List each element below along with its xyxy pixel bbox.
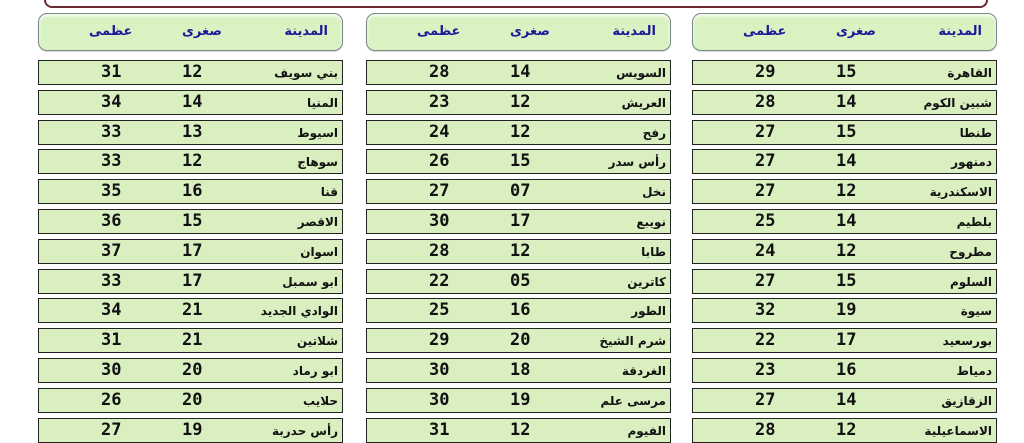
max-temp: 23 [755,359,776,380]
max-temp: 34 [101,91,122,112]
min-temp: 17 [510,210,531,231]
table-row [366,209,671,234]
min-temp: 13 [182,121,203,142]
city-name: السلوم [949,274,992,289]
table-row [366,149,671,174]
min-temp: 14 [836,91,857,112]
min-temp: 12 [510,91,531,112]
max-temp: 35 [101,181,122,202]
table-row [366,418,671,443]
header-max: عظمى [89,24,133,39]
max-temp: 29 [755,62,776,82]
table-header [366,13,671,51]
weather-table-3 [38,13,343,443]
max-temp: 31 [429,419,450,440]
city-name: شبين الكوم [923,95,992,110]
max-temp: 24 [755,240,776,261]
table-row [38,328,343,353]
table-row [692,298,997,323]
table-row [38,90,343,115]
table-row [366,90,671,115]
city-name: دمنهور [951,155,992,170]
city-name: القاهرة [947,66,992,80]
city-name: بورسعيد [942,334,992,349]
city-name: بني سويف [274,66,338,80]
min-temp: 15 [836,62,857,82]
table-row [366,298,671,323]
max-temp: 27 [755,389,776,410]
min-temp: 12 [510,240,531,261]
max-temp: 30 [429,210,450,231]
max-temp: 34 [101,300,122,321]
min-temp: 14 [510,62,531,82]
min-temp: 19 [510,389,531,410]
min-temp: 12 [836,419,857,440]
city-name: دمياط [956,363,992,378]
table-row [692,149,997,174]
max-temp: 28 [429,240,450,261]
table-header [38,13,343,51]
table-row [692,358,997,383]
max-temp: 27 [755,181,776,202]
table-row [692,418,997,443]
city-name: طابا [641,244,666,259]
min-temp: 19 [182,419,203,440]
city-name: الغردقة [621,363,666,378]
table-row [692,328,997,353]
max-temp: 23 [429,91,450,112]
city-name: الاقصر [297,214,338,229]
max-temp: 33 [101,151,122,172]
min-temp: 19 [836,300,857,321]
max-temp: 27 [755,270,776,291]
max-temp: 30 [429,359,450,380]
header-max: عظمى [743,24,787,39]
table-row [38,358,343,383]
max-temp: 32 [755,300,776,321]
max-temp: 22 [429,270,450,291]
city-name: المنيا [307,95,338,110]
city-name: نويبع [636,214,666,229]
min-temp: 15 [836,270,857,291]
table-row [366,179,671,204]
max-temp: 25 [429,300,450,321]
city-name: الوادي الجديد [260,304,338,319]
table-row [38,418,343,443]
max-temp: 30 [429,389,450,410]
city-name: العريش [621,95,666,110]
table-row [692,239,997,264]
min-temp: 20 [182,359,203,380]
table-row [38,239,343,264]
max-temp: 37 [101,240,122,261]
table-row [692,90,997,115]
min-temp: 16 [836,359,857,380]
city-name: بلطيم [956,214,992,229]
city-name: رأس حدربة [271,423,338,438]
max-temp: 24 [429,121,450,142]
max-temp: 36 [101,210,122,231]
city-name: الفيوم [627,423,666,438]
city-name: كاترين [627,274,666,289]
table-row [366,120,671,145]
header-city: المدينة [284,24,328,39]
max-temp: 28 [755,419,776,440]
max-temp: 28 [429,62,450,82]
table-row [38,149,343,174]
max-temp: 27 [755,151,776,172]
city-name: مطروح [949,244,992,259]
min-temp: 12 [510,121,531,142]
max-temp: 31 [101,62,122,82]
max-temp: 28 [755,91,776,112]
min-temp: 14 [836,151,857,172]
min-temp: 12 [510,419,531,440]
city-name: نخل [642,185,666,200]
city-name: سوهاج [297,155,338,170]
min-temp: 17 [182,270,203,291]
table-row [692,388,997,413]
header-city: المدينة [612,24,656,39]
min-temp: 12 [836,240,857,261]
city-name: شلاتين [296,334,338,349]
header-min: صغرى [836,24,876,39]
table-row [38,298,343,323]
city-name: ابو رماد [292,363,338,378]
table-row [366,328,671,353]
header-min: صغرى [182,24,222,39]
min-temp: 12 [836,181,857,202]
min-temp: 15 [182,210,203,231]
min-temp: 20 [510,330,531,351]
table-row [692,60,997,85]
table-row [366,269,671,294]
max-temp: 30 [101,359,122,380]
min-temp: 18 [510,359,531,380]
city-name: اسيوط [297,125,338,140]
min-temp: 21 [182,300,203,321]
min-temp: 05 [510,270,531,291]
min-temp: 17 [836,330,857,351]
table-row [692,269,997,294]
table-row [38,120,343,145]
top-frame [44,0,988,8]
city-name: ابو سمبل [282,274,338,289]
city-name: طنطا [959,125,992,140]
max-temp: 33 [101,270,122,291]
min-temp: 14 [836,210,857,231]
table-row [38,60,343,85]
min-temp: 12 [182,62,203,82]
min-temp: 16 [182,181,203,202]
max-temp: 29 [429,330,450,351]
city-name: رفح [642,125,666,140]
max-temp: 31 [101,330,122,351]
max-temp: 26 [429,151,450,172]
min-temp: 14 [836,389,857,410]
table-row [692,179,997,204]
max-temp: 22 [755,330,776,351]
city-name: السويس [616,66,666,80]
table-row [38,269,343,294]
city-name: الاسكندرية [929,185,992,200]
city-name: قنا [320,185,338,200]
header-city: المدينة [938,24,982,39]
table-row [692,209,997,234]
city-name: الزقازيق [941,393,992,408]
min-temp: 15 [510,151,531,172]
table-row [366,358,671,383]
max-temp: 27 [101,419,122,440]
max-temp: 33 [101,121,122,142]
header-min: صغرى [510,24,550,39]
min-temp: 15 [836,121,857,142]
table-row [38,209,343,234]
min-temp: 16 [510,300,531,321]
city-name: الطور [631,304,666,319]
min-temp: 12 [182,151,203,172]
city-name: حلايب [303,393,338,408]
min-temp: 07 [510,181,531,202]
city-name: اسوان [300,244,338,259]
table-row [38,388,343,413]
header-max: عظمى [417,24,461,39]
table-row [366,388,671,413]
table-row [38,179,343,204]
table-row [692,120,997,145]
max-temp: 25 [755,210,776,231]
city-name: الاسماعيلية [924,423,992,438]
weather-table-1 [692,13,997,443]
table-row [366,60,671,85]
city-name: مرسى علم [600,393,666,408]
table-header [692,13,997,51]
min-temp: 17 [182,240,203,261]
city-name: رأس سدر [608,155,666,170]
min-temp: 14 [182,91,203,112]
max-temp: 26 [101,389,122,410]
max-temp: 27 [429,181,450,202]
weather-table-2 [366,13,671,443]
min-temp: 20 [182,389,203,410]
table-row [366,239,671,264]
min-temp: 21 [182,330,203,351]
max-temp: 27 [755,121,776,142]
city-name: سيوة [960,304,992,319]
city-name: شرم الشيخ [599,334,666,349]
